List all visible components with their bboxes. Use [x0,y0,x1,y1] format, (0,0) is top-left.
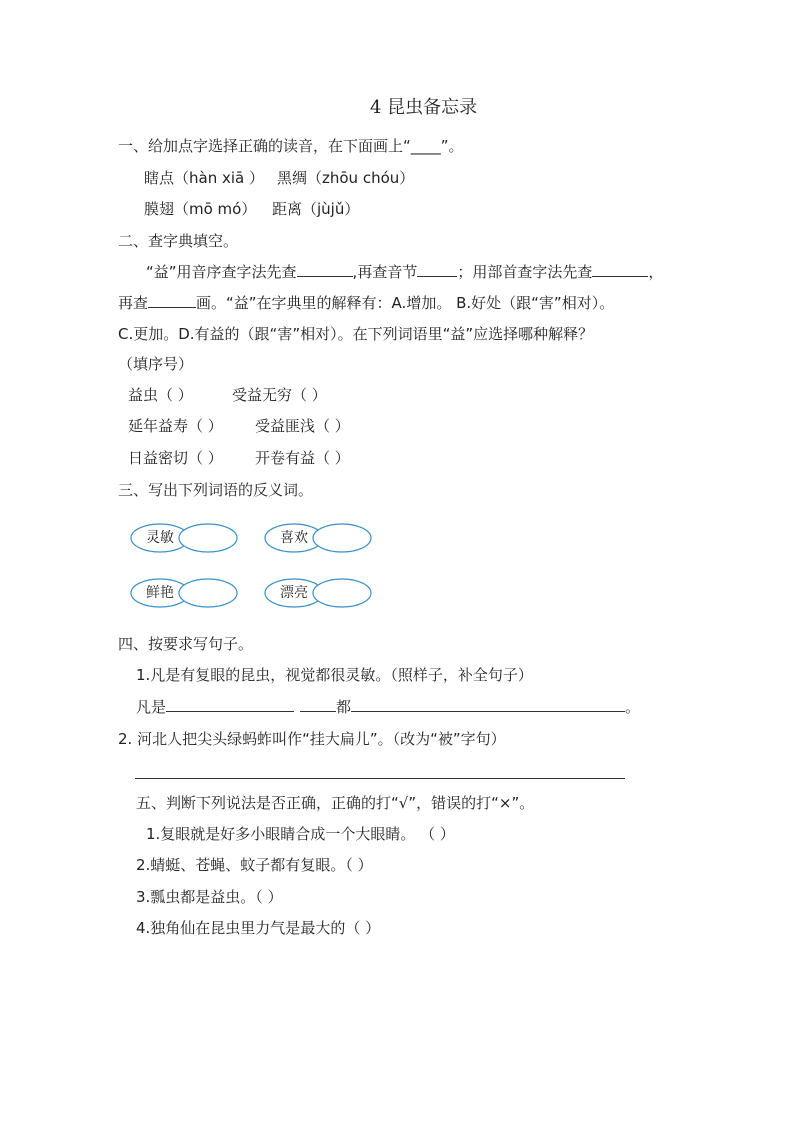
paragraph-line [118,293,614,313]
fill-blank[interactable] [417,262,457,277]
question-text: 1.凡是有复眼的昆虫，视觉都很灵敏。（照样子，补全句子） [136,666,533,684]
judge-item: 3.瓢虫都是益虫。（ ） [136,888,283,906]
antonym-pair [264,521,374,555]
pinyin-item: 瞎点（hàn xiā ） [144,169,264,187]
pinyin-item: 距离（jùjǔ） [272,200,360,218]
section-1-heading: 一、给加点字选择正确的读音，在下面画上“____”。 [118,137,464,155]
fill-blank[interactable] [297,262,353,277]
antonym-word: 灵敏 [146,530,174,546]
antonym-word: 喜欢 [280,530,308,546]
paragraph-text: ,再查音节 [352,263,418,281]
section-3-heading: 三、写出下列词语的反义词。 [118,481,314,499]
question-text: 2. 河北人把尖头绿蚂蚱叫作“挂大扁儿”。（改为“被”字句） [118,730,506,748]
word-item: 受益无穷（ ） [232,386,327,404]
antonym-word: 鲜艳 [146,585,174,601]
antonym-pair [130,521,240,555]
paragraph-text: 画。“益”在字典里的解释有：A.增加。 B.好处（跟“害”相对）。 [196,294,615,312]
sentence-frame [136,697,640,717]
fill-blank[interactable] [148,293,196,308]
paragraph-text: ， [648,263,664,281]
fill-blank[interactable] [351,697,625,712]
answer-line[interactable] [135,778,625,779]
antonym-word: 漂亮 [280,585,308,601]
page-title: 4 昆虫备忘录 [370,97,478,118]
word-item: 益虫（ ） [128,386,193,404]
paragraph-text: （填序号） [118,355,194,373]
word-item: 开卷有益（ ） [255,449,350,467]
section-5-heading: 五、判断下列说法是否正确，正确的打“√”，错误的打“×”。 [136,794,535,812]
sentence-text: 。 [625,698,641,716]
judge-item: 1.复眼就是好多小眼睛合成一个大眼睛。 （ ） [146,825,455,843]
paragraph-text: ；用部首查字法先查 [457,263,593,281]
pinyin-item: 黑绸（zhōu chóu） [277,169,415,187]
section-2-heading: 二、查字典填空。 [118,232,239,250]
judge-item: 2.蜻蜓、苍蝇、蚊子都有复眼。（ ） [136,856,373,874]
sentence-text: 都 [336,698,352,716]
fill-blank[interactable] [166,697,294,712]
section-4-heading: 四、按要求写句子。 [118,635,254,653]
antonym-pair [130,576,240,610]
antonym-pair [264,576,374,610]
word-item: 日益密切（ ） [128,449,223,467]
paragraph-text: “益”用音序查字法先查 [146,263,297,281]
paragraph-text: 再查 [118,294,149,312]
judge-item: 4.独角仙在昆虫里力气是最大的（ ） [136,919,381,937]
fill-blank[interactable] [300,697,336,712]
paragraph-text: C.更加。D.有益的（跟“害”相对）。在下列词语里“益”应选择哪种解释？ [118,325,594,343]
word-item: 延年益寿（ ） [128,417,223,435]
paragraph-line [146,262,663,282]
pinyin-item: 膜翅（mō mó） [144,200,257,218]
word-item: 受益匪浅（ ） [255,417,350,435]
sentence-text: 凡是 [136,698,167,716]
fill-blank[interactable] [592,262,648,277]
